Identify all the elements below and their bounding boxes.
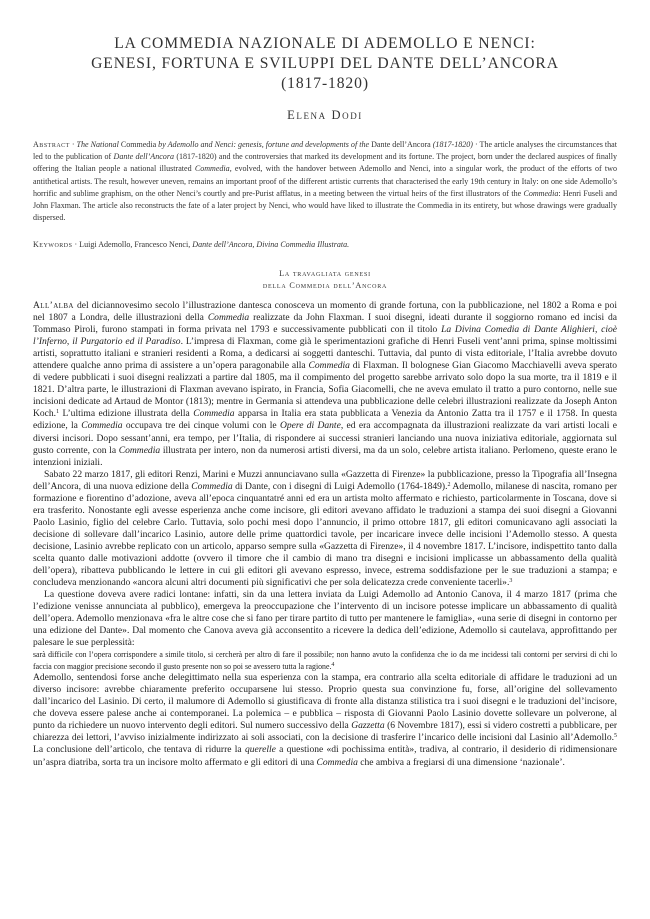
paragraph [33, 300, 617, 469]
keywords [33, 239, 617, 251]
keywords-text: Dante dell’Ancora, Divina Commedia Illustrata. [192, 240, 350, 249]
section-heading [33, 268, 617, 291]
author-name: Elena Dodi [287, 108, 363, 122]
block-quote [33, 649, 617, 672]
abstract-text: Commedia [523, 188, 559, 198]
italic-text: Commedia [193, 408, 235, 420]
abstract-text: : Henri Fuseli and John Flaxman. The article also reconstructs the fate of a later project by Nenci, who would have liked to illustrate the Commedia in its entirety, but whose drawings were gradually dispersed. [33, 188, 617, 223]
paragraph-text: apparsa in Italia era stata pubblicata a Venezia da Antonio Zatta tra il 1757 e il 1758. In questa edizione, la [33, 408, 617, 432]
paragraph-text: del diciannovesimo secolo l’illustrazione dantesca conosceva un momento di grande fortuna, con la pubblicazione, nel 1802 a Roma e poi nel 1807 a Londra, delle illustrazioni della [33, 300, 617, 324]
footnote-ref: 2 [447, 481, 451, 488]
paragraph-text: . L’impresa di Flaxman, come già le sperimentazioni grafiche di Henri Fuseli vent’anni prima, spinse moltissimi artisti, soprattutto italiani e stranieri residenti a Roma, a dedicarsi ai soggetti danteschi. Tuttavia, dal punto di vista editoriale, l’Italia avrebbe dovuto attendere qualche anno prima di assistere a un’opera paragonabile alla [33, 336, 618, 372]
quote-text: sarà difficile con l’opera corrispondere a simile titolo, si cercherà per altro di fare il possibile; non hanno avuto la confidenza che io da me incidessi tali contorni per servirsi di chi lo faccia con maggior precisione secondo il gusto presente non so poi se avessero tutta la ragione. [33, 650, 617, 671]
abstract-text: Commedia [194, 164, 230, 174]
italic-text: Commedia [191, 480, 233, 492]
paragraph-text: illustrata per intero, non da numerosi artisti diversi, ma da un solo, celebre artista italiano. Perlomeno, queste erano le intenzioni iniziali. [33, 444, 617, 468]
title-line-1: LA COMMEDIA NAZIONALE DI ADEMOLLO E NENCI: [114, 35, 536, 52]
italic-text: Commedia [118, 444, 161, 456]
italic-text: La Divina Comedia di Dante Alighieri, cioè l’Inferno, il Purgatorio ed il Paradiso [33, 324, 618, 348]
footnote-ref: 5 [614, 733, 617, 740]
title-line-3: (1817-1820) [281, 75, 369, 92]
paragraph-text: di Flaxman. Il bolognese Gian Giacomo Macchiavelli aveva sperato di vedere pubblicati i suoi disegni realizzati a partire dal 1805, ma il compimento del progetto sarebbe arrivato solo dopo la sua morte, tra il 1819 e il 1821. D’altra parte, le illustrazioni di Flaxman avevano ispirato, in Francia, Sofia Giacomelli, che ne aveva emulato il tratto a puro contorno, nelle sue incisioni dedicate ad Artaud de Montor (1813); mentre in Germania si attendeva una pubblicazione delle celebri illustrazioni realizzate da Joseph Anton Koch. [33, 360, 617, 420]
keywords-text: · Luigi Ademollo, Francesco Nenci, [72, 240, 193, 249]
abstract-text: Dante dell’Ancora [113, 152, 174, 162]
keywords-label: Keywords [33, 240, 73, 249]
footnote-ref: 4 [331, 661, 335, 668]
abstract-text: · [69, 140, 77, 149]
italic-text: querelle [244, 744, 276, 756]
abstract-text: , evolved, with the handover between Ademollo and Nenci, into a singular work, the product of the efforts of two antithetical artists. The result, however uneven, remains an important proof of the different artistic currents that characterised the early 19th century in Italy: on one side Ademollo’s horrific and sublime graphism, on the other Nenci’s courtly and pre-Purist afflatus, in a meeting between the virtual heirs of the first illustrators of the [33, 164, 618, 198]
abstract-text: (1817-1820) and the controversies that marked its development and its fortune. The project, born under the declared auspices of finally offering the Italian people a national illustrated [33, 152, 618, 174]
paragraph-text: Ademollo, sentendosi forse anche delegittimato nella sua esperienza con la stampa, era contrario alla scelta editoriale di affidare le traduzioni ad un diverso incisore: avrebbe chiaramente preferito occuparsene lui stesso. Proprio questa sua convinzione fu, forse, all’origine del sollevamento dall’incarico del Lasinio. Di certo, il malumore di Ademollo si giustificava di fronte alla distanza stilistica tra i suoi disegni e le traduzioni del’incisore, che doveva essere palese anche ai contemporanei. La polemica – e pubblica – risposta di Giovanni Paolo Lasinio dovette sollevare un polverone, al punto da richiedere un nuovo intervento degli editori. Sul numero successivo della [33, 672, 617, 732]
lead-words: All’alba [33, 300, 74, 311]
article-body [33, 300, 617, 769]
paragraph-text: , ed era accompagnata da illustrazioni realizzate da vari artisti locali e diversi incisori. Dopo sessant’anni, era tempo, per l’Italia, di rispondere ai successi stranieri lanciando una nuova iniziativa editoriale, aggiornata sul gusto corrente, con la [33, 420, 617, 456]
paragraph-text: (6 Novembre 1817), essi si videro costretti a pubblicare, per chiarezza dei lettori, l’avviso inizialmente indirizzato ai soli associati, con la decisione di trasferire l’incarico delle incisioni dal Lasinio all’Ademollo. [33, 720, 617, 744]
abstract-text: Commedia [118, 140, 159, 149]
abstract-text: The National [76, 140, 119, 149]
paragraph-text: realizzate da John Flaxman. I suoi disegni, ideati durante il soggiorno romano ed incisi da Tommaso Piroli, furono stampati in forma privata nel 1793 e successivamente pubblicati con il titolo [33, 312, 617, 336]
italic-text: Commedia [308, 360, 350, 372]
paragraph-text: che ambiva a fregiarsi di una dimensione ‘nazionale’. [357, 756, 565, 768]
italic-text: Commedia [207, 312, 250, 324]
title-line-2: GENESI, FORTUNA E SVILUPPI DEL DANTE DELL’ANCORA [91, 55, 559, 72]
paragraph [33, 589, 617, 649]
paragraph-text: Sabato 22 marzo 1817, gli editori Renzi, Marini e Muzzi annunciavano sulla «Gazzetta di Firenze» la pubblicazione, presso la Tipografia all’Insegna dell’Ancora, di una nuova edizione della [33, 468, 617, 492]
paragraph-text: Ademollo, milanese di nascita, romano per formazione e fiorentino d’adozione, aveva all’epoca cinquantatré anni ed era un artista molto affermato e richiesto, particolarmente in Toscana, dove si era trasferito. Nonostante egli avesse esperienza anche come incisore, gli editori avevano affidato le traduzioni a stampa dei suoi disegni a Giovanni Paolo Lasinio, figlio del celebre Carlo. Tuttavia, solo pochi mesi dopo l’annuncio, il primo ottobre 1817, gli editori comunicavano agli associati la decisione di sollevare dall’incarico Lasinio, autore delle prime quattordici tavole, per incaricare invece delle incisioni l’Ademollo stesso. A questa decisione, Lasinio avrebbe replicato con un articolo, apparso sempre sulla «Gazzetta di Firenze», il 4 novembre 1817. L’incisore, indispettito tanto dalla scelta quanto dalle motivazioni addotte (ovvero il timore che il cambio di mano tra disegni e incisioni implicasse un abbassamento della qualità dell’opera), ribatteva pubblicando le lettere in cui gli editori gli avevano espresso, invece, estrema soddisfazione per le sue traduzioni a stampa; e concludeva menzionando «ancora alcuni altri documenti più significativi che per sola delicatezza crede conveniente tacerli». [33, 480, 618, 589]
paragraph-text: La conclusione dell’articolo, che tentava di ridurre la [33, 744, 245, 756]
paragraph-text: a questione «di pochissima entità», tradiva, al contrario, il desiderio di ridimensionare un’aspra diatriba, sorta tra un incisore molto affermato e gli editori di una [33, 744, 618, 768]
italic-text: Gazzetta [351, 720, 385, 732]
italic-text: Commedia [81, 420, 123, 432]
abstract-text: Dante dell’Ancora [369, 140, 433, 149]
paragraph-text: di Dante, con i disegni di Luigi Ademollo (1764-1849). [232, 480, 448, 492]
paragraph-text: La questione doveva avere radici lontane: infatti, sin da una lettera inviata da Luigi Ademollo ad Antonio Canova, il 4 marzo 1817 (prima che l’edizione venisse annunciata al pubblico), emergeva la preoccupazione che l’intervento di un incisore potesse implicare un abbassamento di qualità dell’opera. Ademollo menzionava «fra le altre cose che si fano per tirare partito di tutto per mantenere le famiglia», «una serie di disegni in contorno per una edizione del Dante». Dal momento che Canova aveva già acconsentito a ricevere la dedica dell’edizione, Ademollo si cautelava, approfittando per palesare le sue perplessità: [33, 589, 617, 649]
italic-text: Opere di Dante [279, 420, 341, 432]
italic-text: Commedia [316, 756, 358, 768]
abstract [33, 139, 617, 224]
section-heading-line-1: La travagliata genesi [279, 269, 371, 278]
footnote-ref: 3 [509, 578, 513, 585]
section-heading-line-2: della Commedia dell’Ancora [262, 280, 388, 290]
paragraph-text: L’ultima edizione illustrata della [59, 408, 194, 420]
paragraph [33, 469, 617, 589]
abstract-text: (1817-1820) [432, 140, 473, 149]
paragraph [33, 672, 617, 768]
abstract-text: · The article analyses the circumstances that led to the publication of [33, 140, 617, 162]
footnote-ref: 1 [56, 409, 60, 416]
abstract-label: Abstract [33, 140, 70, 149]
article-title [40, 34, 610, 94]
abstract-text: by Ademollo and Nenci: genesis, fortune and developments of the [158, 140, 370, 149]
paragraph-text: occupava tre dei cinque volumi con le [122, 420, 280, 432]
